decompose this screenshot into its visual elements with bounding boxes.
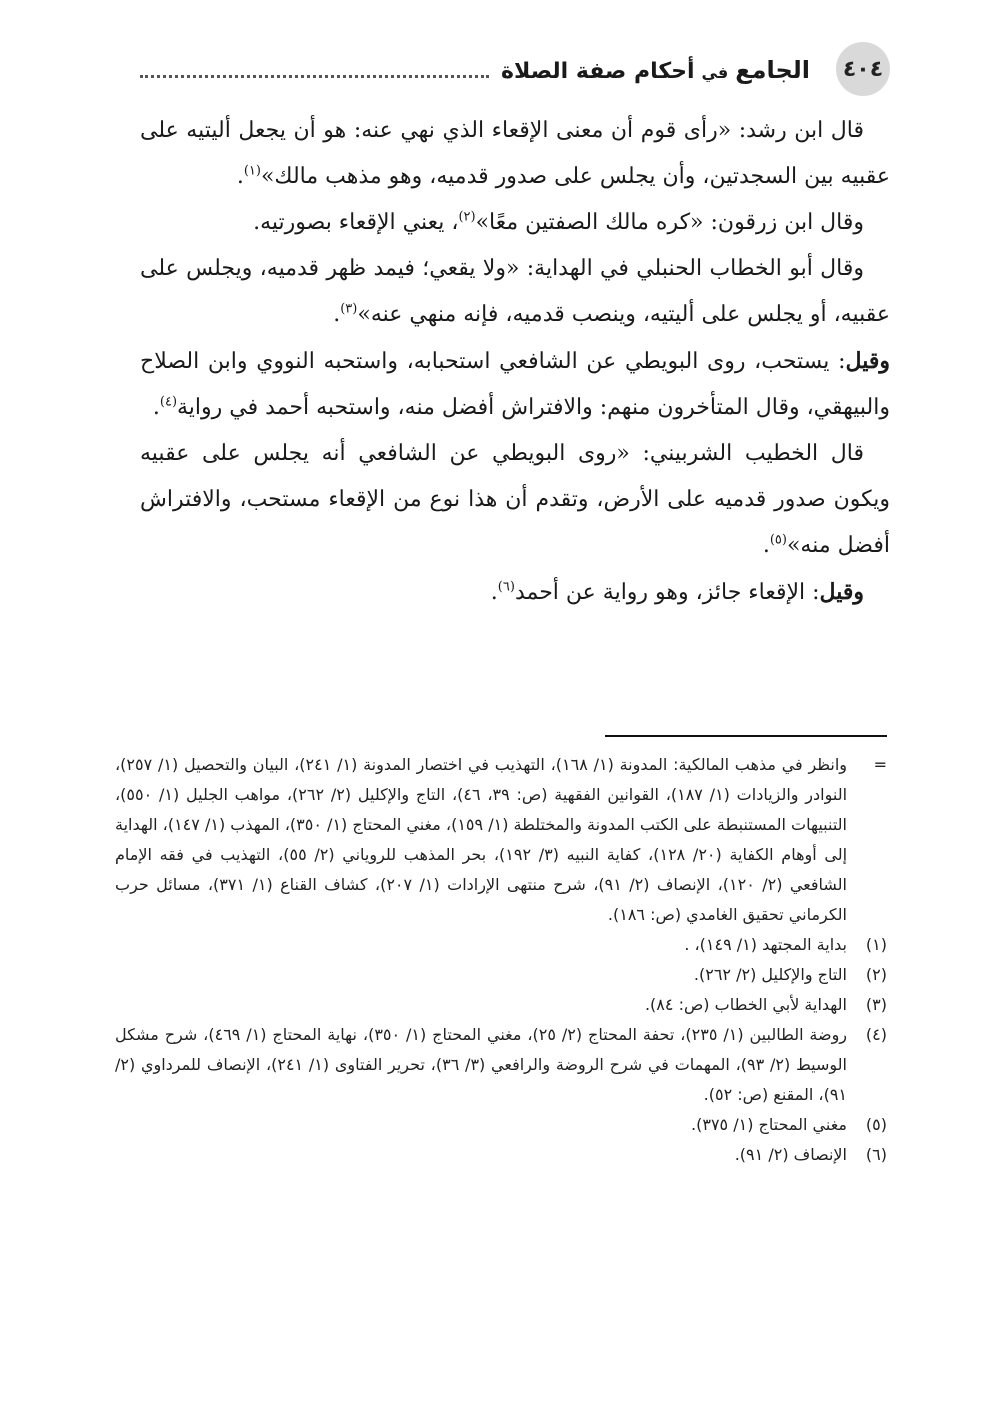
paragraph-ibn-rushd — [140, 108, 890, 200]
paragraph-mustahab — [140, 338, 890, 431]
footnote-text: وانظر في مذهب المالكية: المدونة (١/ ١٦٨)، التهذيب في اختصار المدونة (١/ ٢٤١)، البيان والتحصيل (١/ ٢٥٧)، النوادر والزيادات (١/ ١٨٧)، القوانين الفقهية (ص: ٣٩، ٤٦)، التاج والإكليل (٢/ ٢٦٢)، مواهب الجليل (١/ ٥٥٠)، التنبيهات المستنبطة على الكتب المدونة والمختلطة (١/ ١٥٩)، مغني المحتاج (١/ ٣٥٠)، المهذب (١/ ١٤٧)، الهداية إلى أوهام الكفاية (٢٠/ ١٢٨)، كفاية النبيه (٣/ ١٩٢)، بحر المذهب للروياني (٢/ ٥٥)، التهذيب في فقه الإمام الشافعي (٢/ ١٢٠)، الإنصاف (٢/ ٩١)، شرح منتهى الإرادات (١/ ٢٠٧)، كشاف القناع (١/ ٣٧١)، مسائل حرب الكرماني تحقيق الغامدي (ص: ١٨٦). — [115, 755, 848, 924]
paragraph-end: . — [490, 580, 498, 605]
footnote-text: الهداية لأبي الخطاب (ص: ٨٤). — [644, 995, 847, 1014]
footnote-text: التاج والإكليل (٢/ ٢٦٢). — [693, 965, 847, 984]
paragraph-end: . — [333, 302, 341, 327]
book-title-part2: في — [701, 63, 729, 82]
main-text — [140, 108, 890, 616]
footnote-mark: = — [873, 755, 887, 774]
footnote-5 — [115, 1110, 887, 1140]
footnote-ref: (١) — [243, 163, 261, 179]
footnote-mark: (١) — [865, 935, 887, 954]
footnote-ref: (٤) — [159, 394, 178, 410]
book-title — [489, 56, 822, 84]
book-title-part1: الجامع — [735, 56, 810, 84]
footnote-mark: (٦) — [865, 1145, 887, 1164]
paragraph-abu-al-khattab — [140, 246, 890, 338]
book-title-part3: أحكام صفة الصلاة — [501, 59, 695, 84]
footnote-2 — [115, 960, 887, 990]
footnote-4 — [115, 1020, 887, 1110]
footnotes — [115, 750, 887, 1170]
running-header — [140, 42, 890, 98]
footnote-1 — [115, 930, 887, 960]
footnote-ref: (٥) — [769, 532, 787, 548]
paragraph-text: قال الخطيب الشربيني: «روى البويطي عن الشافعي أنه يجلس على عقبيه ويكون صدور قدميه على الأرض، وتقدم أن هذا نوع من الإقعاء مستحب، والافتراش أفضل منه» — [140, 441, 890, 558]
paragraph-end: . — [762, 533, 770, 558]
footnote-text: بداية المجتهد (١/ ١٤٩)، . — [684, 935, 847, 954]
footnote-text: روضة الطالبين (١/ ٢٣٥)، تحفة المحتاج (٢/ ٢٥)، مغني المحتاج (١/ ٣٥٠)، نهاية المحتاج (١/ ٤٦٩)، شرح مشكل الوسيط (٢/ ٩٣)، المهمات في شرح الروضة والرافعي (٣/ ٣٦)، تحرير الفتاوى (١/ ٢٤١)، الإنصاف للمرداوي (٢/ ٩١)، المقنع (ص: ٥٢). — [115, 1025, 848, 1104]
dotted-leader — [140, 75, 489, 78]
footnote-divider — [605, 735, 887, 737]
footnote-text: الإنصاف (٢/ ٩١). — [734, 1145, 847, 1164]
footnote-3 — [115, 990, 887, 1020]
paragraph-al-khatib — [140, 431, 890, 569]
footnote-mark: (٤) — [865, 1025, 887, 1044]
page-number: ٤٠٤ — [836, 42, 890, 96]
footnote-ref: (٢) — [458, 209, 476, 225]
footnote-continuation — [115, 750, 887, 930]
paragraph-text: وقال أبو الخطاب الحنبلي في الهداية: «ولا يقعي؛ فيمد ظهر قدميه، ويجلس على عقبيه، أو يجلس على أليتيه، وينصب قدميه، فإنه منهي عنه» — [140, 256, 890, 327]
paragraph-lead: وقيل — [845, 348, 890, 374]
footnote-ref: (٣) — [340, 301, 358, 317]
footnote-6 — [115, 1140, 887, 1170]
paragraph-end: ، يعني الإقعاء بصورتيه. — [253, 210, 459, 235]
footnote-text: مغني المحتاج (١/ ٣٧٥). — [691, 1115, 847, 1134]
paragraph-end: . — [236, 164, 244, 189]
paragraph-text: وقال ابن زرقون: «كره مالك الصفتين معًا» — [475, 210, 864, 235]
footnote-mark: (٢) — [865, 965, 887, 984]
paragraph-text: : يستحب، روى البويطي عن الشافعي استحبابه، واستحبه النووي وابن الصلاح والبيهقي، وقال المتأخرون منهم: والافتراش أفضل منه، واستحبه أحمد في رواية — [140, 349, 890, 420]
footnote-mark: (٣) — [865, 995, 887, 1014]
footnote-ref: (٦) — [497, 579, 515, 595]
footnote-mark: (٥) — [865, 1115, 887, 1134]
paragraph-jaiz — [140, 569, 890, 616]
running-title — [140, 50, 822, 90]
paragraph-text: : الإقعاء جائز، وهو رواية عن أحمد — [514, 580, 820, 605]
paragraph-lead: وقيل — [819, 579, 864, 605]
paragraph-text: قال ابن رشد: «رأى قوم أن معنى الإقعاء الذي نهي عنه: هو أن يجعل أليتيه على عقبيه بين السجدتين، وأن يجلس على صدور قدميه، وهو مذهب مالك» — [140, 118, 890, 189]
paragraph-ibn-zarqun — [140, 200, 890, 246]
paragraph-end: . — [152, 395, 160, 420]
